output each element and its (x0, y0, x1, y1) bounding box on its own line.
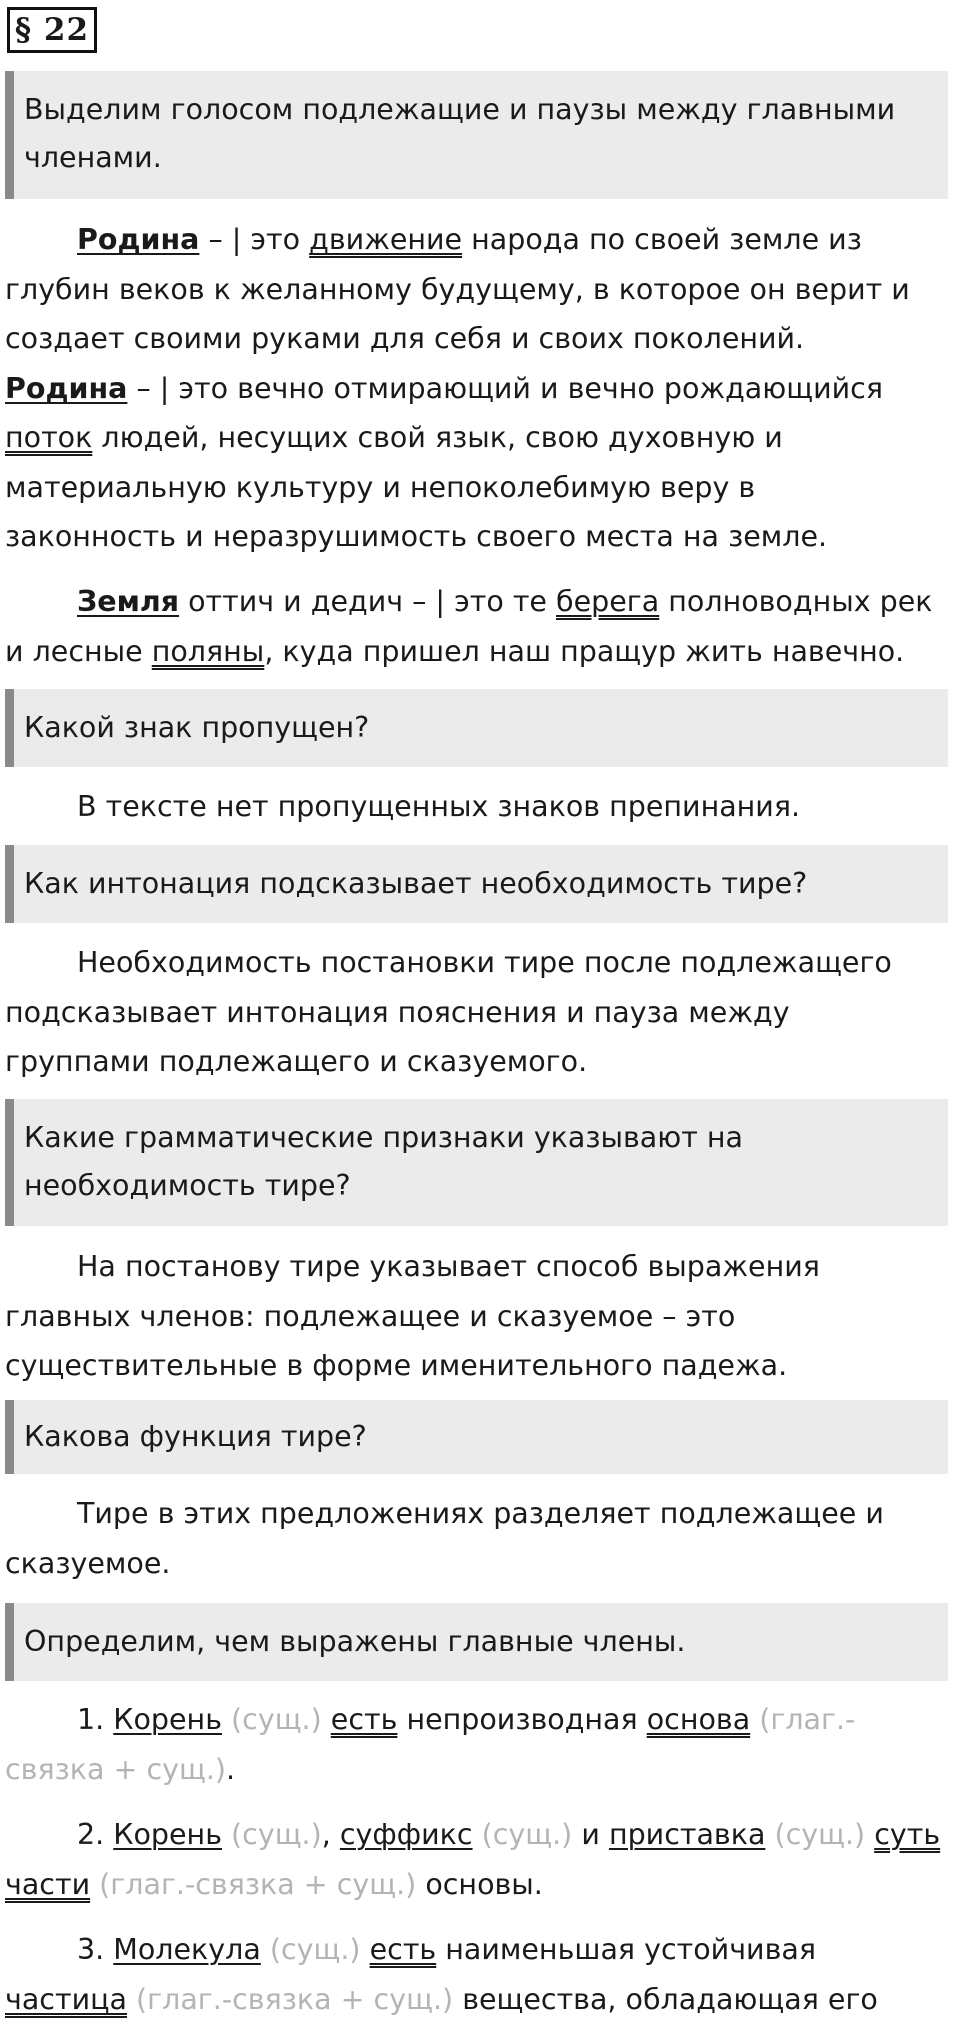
answer-paragraph (5, 1242, 955, 1391)
grammar-note: (сущ.) (222, 1818, 322, 1851)
text-fragment: и лесные (5, 635, 152, 668)
text-line (5, 1925, 955, 1975)
list-item (5, 1695, 955, 1794)
predicate-word: основа (647, 1703, 750, 1736)
answer-line: На постанову тире указывает способ выражения (5, 1242, 955, 1292)
answer-line: главных членов: подлежащее и сказуемое – это (5, 1292, 955, 1342)
text-fragment: – | это (199, 223, 309, 256)
text-fragment: оттич и дедич – | это те (179, 585, 556, 618)
text-fragment: полноводных рек (659, 585, 932, 618)
subject-word: Молекула (113, 1933, 261, 1966)
grammar-note: (сущ.) (222, 1703, 331, 1736)
text-line (5, 1695, 955, 1745)
text-fragment: , (322, 1818, 340, 1851)
text-fragment: вещества, обладающая его (462, 1983, 878, 2016)
grammar-note: (глаг.-связка + сущ.) (90, 1868, 425, 1901)
predicate-word: есть (370, 1933, 437, 1966)
question-block-function (5, 1400, 948, 1474)
text-fragment: – | это вечно отмирающий и вечно рождающийся (127, 372, 883, 405)
answer-line: группами подлежащего и сказуемого. (5, 1037, 955, 1087)
text-line: создает своими руками для себя и своих поколений. (5, 314, 955, 364)
text-line (5, 215, 955, 265)
subject-word: приставка (609, 1818, 765, 1851)
predicate-word: поток (5, 421, 92, 454)
question-line: Выделим голосом подлежащие и паузы между главными (24, 86, 938, 134)
text-fragment: людей, несущих свой язык, свою духовную и (92, 421, 782, 454)
subject-word: Земля (77, 585, 179, 618)
answer-paragraph (5, 782, 955, 832)
item-number: 2. (77, 1818, 113, 1851)
text-line: материальную культуру и непоколебимую веру в (5, 463, 955, 513)
subject-word: Корень (113, 1703, 222, 1736)
answer-line: подсказывает интонация пояснения и пауза между (5, 988, 955, 1038)
text-paragraph-rodina (5, 215, 955, 562)
grammar-note: (сущ.) (473, 1818, 582, 1851)
question-line: Какие грамматические признаки указывают на (24, 1114, 938, 1162)
item-number: 1. (77, 1703, 113, 1736)
predicate-word: есть (331, 1703, 398, 1736)
text-line: глубин веков к желанному будущему, в которое он верит и (5, 265, 955, 315)
question-block-intonation (5, 71, 948, 199)
question-block-main-members (5, 1603, 948, 1681)
predicate-word: суть (874, 1818, 940, 1851)
predicate-word: части (5, 1868, 90, 1901)
question-text: Какова функция тире? (24, 1420, 367, 1453)
text-line (5, 1860, 955, 1910)
predicate-word: движение (309, 223, 462, 256)
text-fragment: . (226, 1753, 235, 1786)
subject-word: Корень (113, 1818, 222, 1851)
predicate-word: частица (5, 1983, 127, 2016)
answer-line: Необходимость постановки тире после подлежащего (5, 938, 955, 988)
text-line (5, 1810, 955, 1860)
answer-line: сказуемое. (5, 1539, 955, 1589)
text-fragment: непроизводная (397, 1703, 646, 1736)
grammar-note: (сущ.) (261, 1933, 370, 1966)
question-block-missing-sign (5, 689, 948, 767)
question-text: Какой знак пропущен? (24, 711, 369, 744)
grammar-note: (глаг.-связка + сущ.) (127, 1983, 462, 2016)
text-fragment: и (581, 1818, 609, 1851)
text-paragraph-zemlya (5, 577, 955, 676)
question-block-grammar (5, 1099, 948, 1226)
text-line (5, 1745, 955, 1795)
text-line: законность и неразрушимость своего места на земле. (5, 512, 955, 562)
list-item (5, 1925, 955, 2024)
text-fragment: , куда пришел наш пращур жить навечно. (264, 635, 904, 668)
answer-paragraph (5, 1489, 955, 1588)
section-number: § 22 (7, 7, 97, 53)
question-block-intonation-dash (5, 845, 948, 923)
grammar-note: (сущ.) (765, 1818, 874, 1851)
question-line: необходимость тире? (24, 1162, 938, 1210)
answer-paragraph (5, 938, 955, 1087)
grammar-note: (глаг.- (750, 1703, 855, 1736)
question-text: Как интонация подсказывает необходимость тире? (24, 867, 807, 900)
item-number: 3. (77, 1933, 113, 1966)
text-line (5, 577, 955, 627)
list-item (5, 1810, 955, 1909)
answer-line: В тексте нет пропущенных знаков препинания. (5, 782, 955, 832)
subject-word: Родина (5, 372, 127, 405)
text-fragment: основы. (425, 1868, 543, 1901)
text-fragment: наименьшая устойчивая (436, 1933, 816, 1966)
text-line (5, 1975, 955, 2024)
question-line: членами. (24, 134, 938, 182)
subject-word: суффикс (340, 1818, 473, 1851)
grammar-note: связка + сущ.) (5, 1753, 226, 1786)
answer-line: Тире в этих предложениях разделяет подлежащее и (5, 1489, 955, 1539)
predicate-word: берега (556, 585, 659, 618)
text-fragment: народа по своей земле из (462, 223, 862, 256)
text-line (5, 627, 955, 677)
predicate-word: поляны (152, 635, 265, 668)
text-line (5, 413, 955, 463)
answer-line: существительные в форме именительного падежа. (5, 1341, 955, 1391)
subject-word: Родина (77, 223, 199, 256)
text-line (5, 364, 955, 414)
question-text: Определим, чем выражены главные члены. (24, 1625, 685, 1658)
